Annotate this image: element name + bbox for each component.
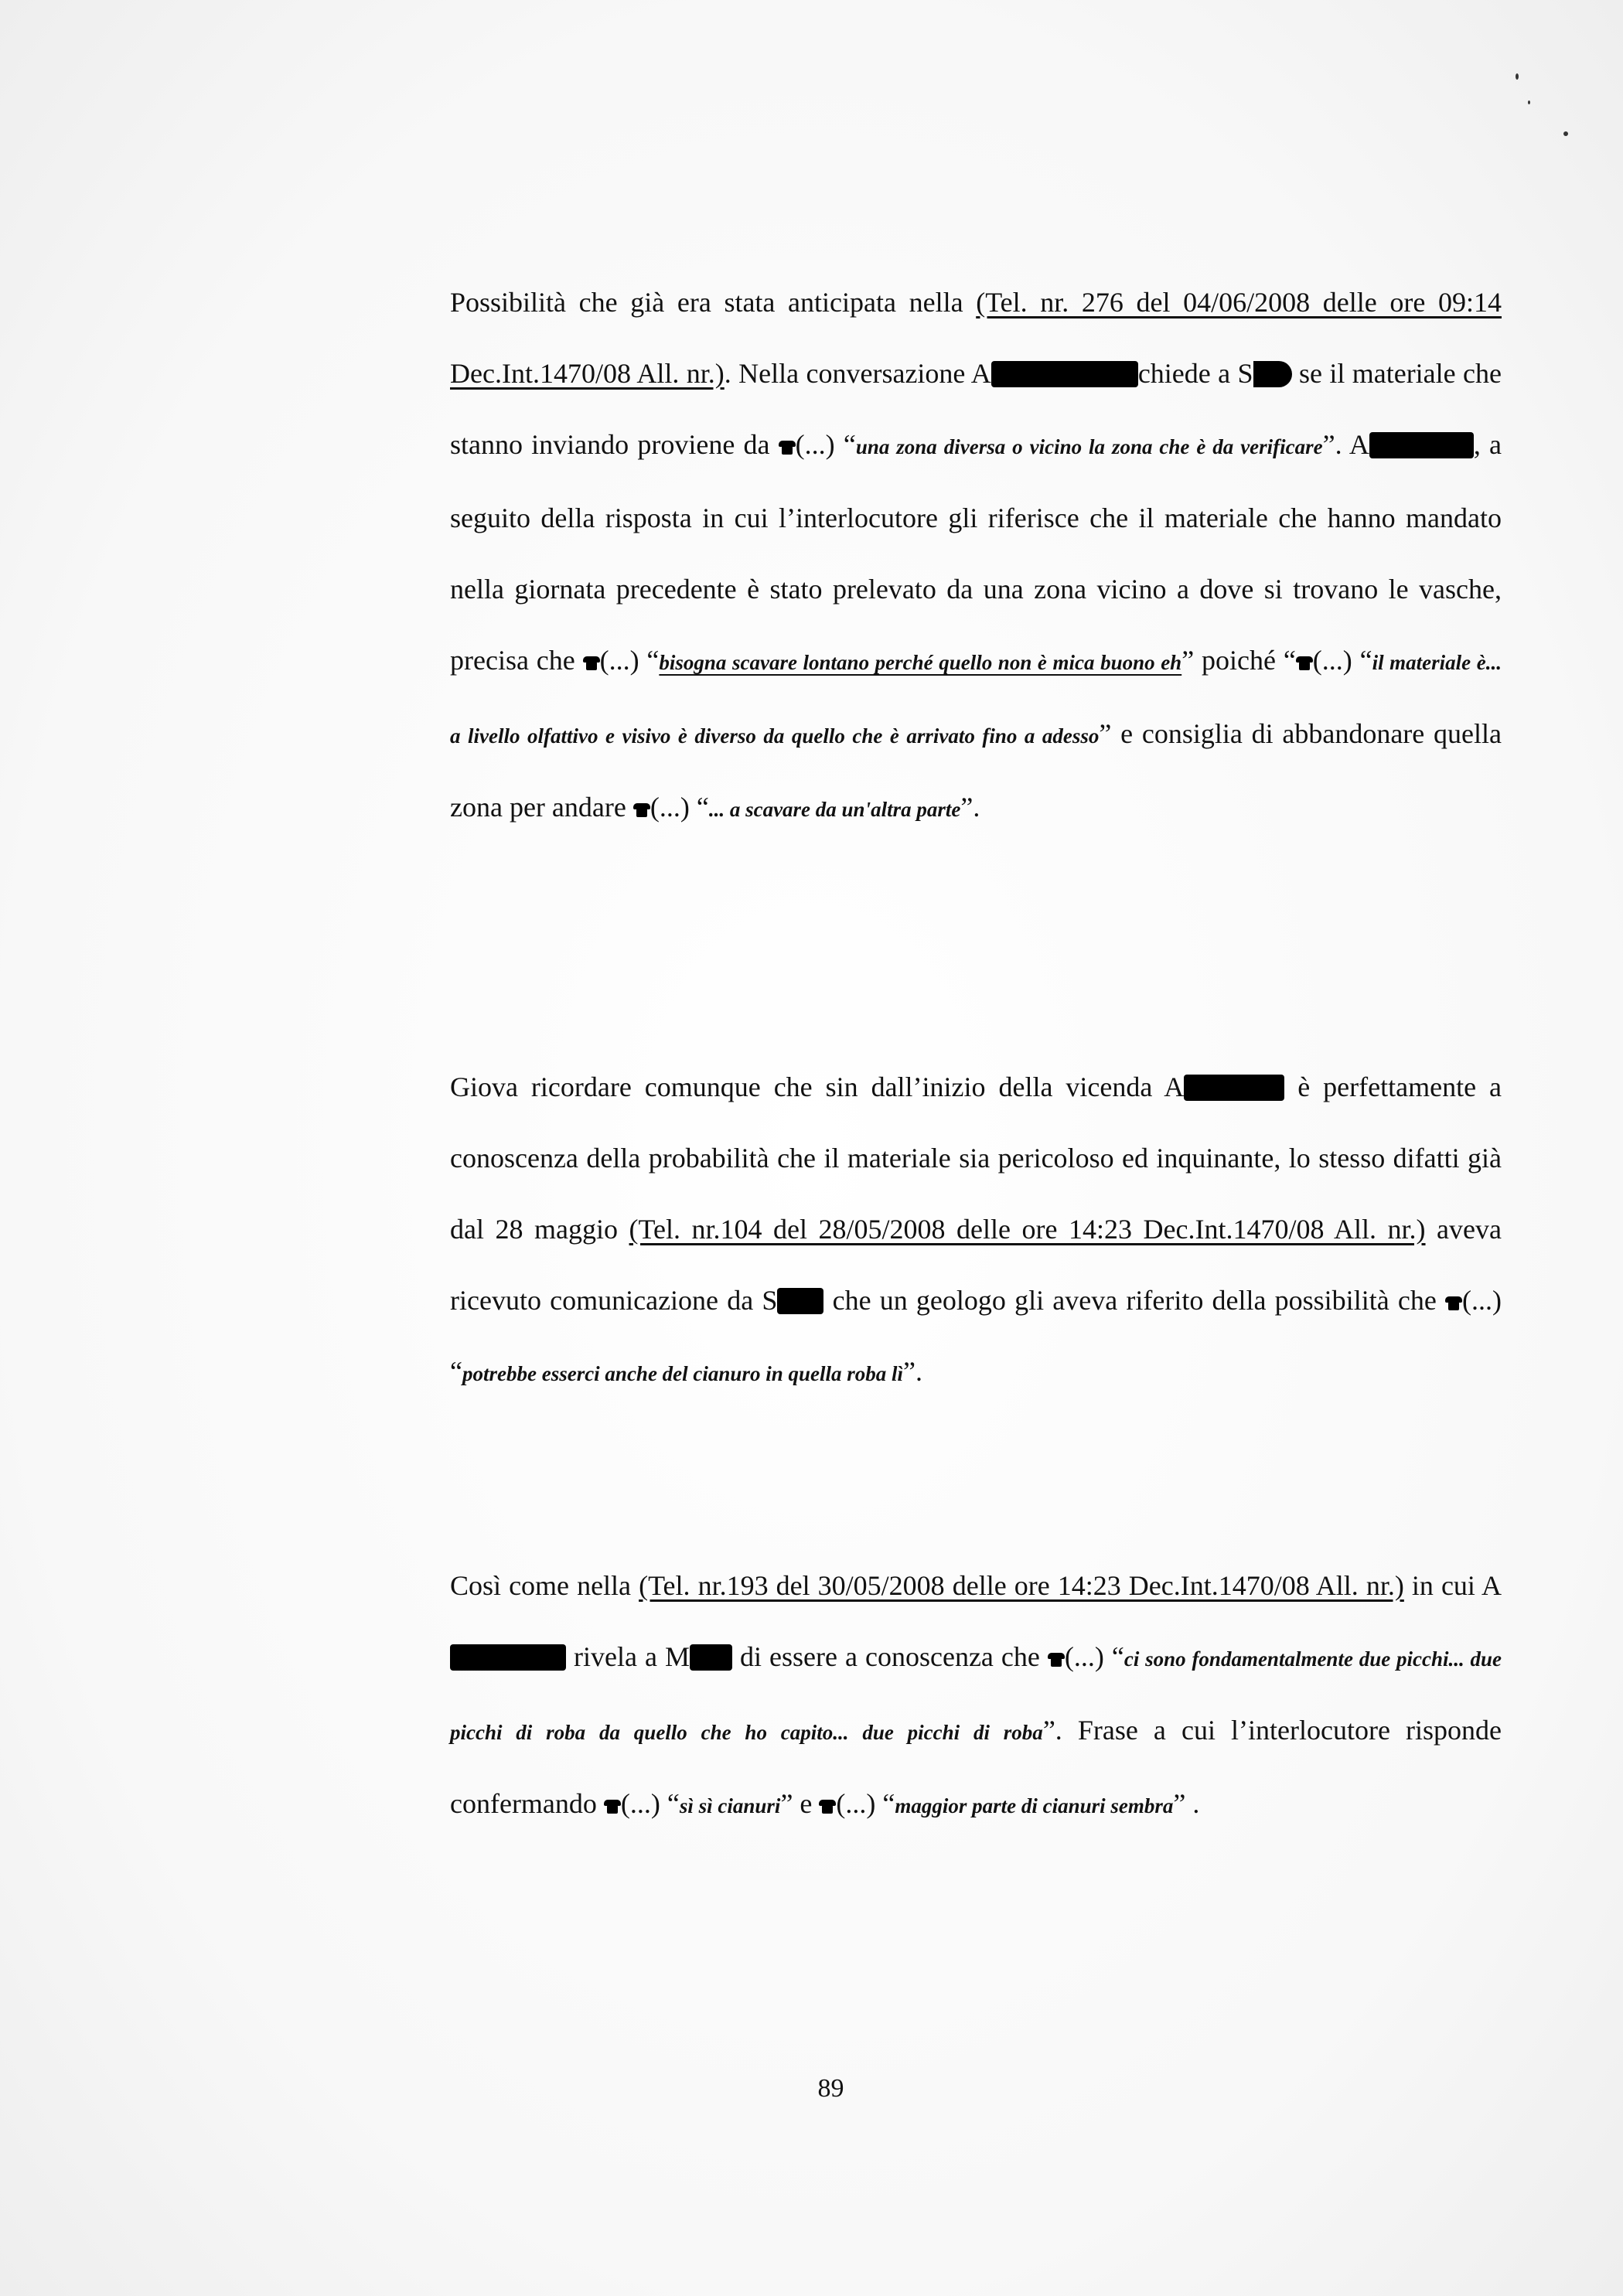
text-run: ”. (960, 792, 980, 823)
text-run: (...) “ (795, 429, 856, 460)
quoted-speech: una zona diversa o vicino la zona che è da verificare (855, 435, 1323, 458)
text-run: (...) “ (650, 792, 709, 823)
text-run: ”. (902, 1356, 922, 1387)
text-run: rivela a M (566, 1641, 690, 1672)
redaction-bar (777, 1288, 823, 1314)
page-number: 89 (817, 2074, 844, 2103)
quoted-speech: maggior parte di cianuri sembra (895, 1794, 1174, 1817)
telephone-icon (604, 1800, 621, 1814)
redaction-bar (1369, 432, 1474, 458)
text-run: di essere a conoscenza che (732, 1641, 1048, 1672)
text-run: ”. A (1322, 429, 1369, 460)
telephone-icon (1048, 1653, 1065, 1667)
quoted-speech: sì sì cianuri (679, 1794, 781, 1817)
redaction-bar (690, 1644, 732, 1671)
scan-speck (1563, 131, 1568, 136)
redaction-bar (1253, 361, 1292, 387)
text-run: . Nella conversazione A (724, 358, 991, 389)
text-run: (...) “ (836, 1788, 895, 1819)
scan-speck (1516, 73, 1519, 80)
text-run: (...) “ (620, 1788, 680, 1819)
paragraph-1 (357, 267, 1502, 845)
quoted-speech: ... a scavare da un'altra parte (708, 798, 961, 821)
text-run: se il materiale che stanno inviando proviene da (450, 358, 1502, 460)
text-run: (...) “ (450, 1285, 1502, 1387)
interception-reference: (Tel. nr.193 del 30/05/2008 delle ore 14:23 Dec.Int.1470/08 All. nr.) (639, 1570, 1404, 1601)
text-run: ” e consiglia di abbandonare quella zona per andare (450, 718, 1502, 823)
text-run: ” . (1173, 1788, 1200, 1819)
telephone-icon (819, 1800, 836, 1814)
text-run: Possibilità che già era stata anticipata nella (450, 287, 977, 318)
text-run: chiede a S (1137, 358, 1253, 389)
redaction-bar (450, 1644, 566, 1671)
text-run: (...) “ (1064, 1641, 1124, 1672)
text-run: è perfettamente a conoscenza della probabilità che il materiale sia pericoloso ed inquinante, lo stesso difatti già dal 28 maggio (450, 1071, 1502, 1245)
text-run: in cui A (1403, 1570, 1502, 1601)
telephone-icon (779, 441, 796, 455)
interception-reference: (Tel. nr. 276 del 04/06/2008 delle ore 09:14 Dec.Int.1470/08 All. nr.) (450, 287, 1502, 389)
redaction-bar (1184, 1075, 1284, 1101)
quoted-speech: potrebbe esserci anche del cianuro in quella roba lì (462, 1362, 903, 1385)
paragraph-2 (357, 1051, 1502, 1409)
redaction-bar (991, 361, 1138, 387)
scan-speck (1528, 100, 1530, 104)
text-run: Giova ricordare comunque che sin dall’inizio della vicenda A (450, 1071, 1185, 1102)
quoted-speech: ci sono fondamentalmente due picchi... due picchi di roba da quello che ho capito... due picchi di roba (450, 1647, 1502, 1744)
interception-reference: (Tel. nr.104 del 28/05/2008 delle ore 14:23 Dec.Int.1470/08 All. nr.) (629, 1214, 1426, 1245)
telephone-icon (633, 803, 650, 817)
quoted-speech: il materiale è... a livello olfattivo e visivo è diverso da quello che è arrivato fino a adesso (450, 651, 1502, 748)
text-run: (...) “ (1312, 645, 1372, 676)
text-run: Così come nella (450, 1570, 639, 1601)
paragraph-3 (357, 1550, 1502, 1841)
telephone-icon (1296, 656, 1313, 670)
text-run: (...) “ (599, 645, 660, 676)
text-run: , a seguito della risposta in cui l’interlocutore gli riferisce che il materiale che hanno mandato nella giornata precedente è stato prelevato da una zona vicino a dove si trovano le vasche, precisa che (450, 429, 1502, 676)
text-run: aveva ricevuto comunicazione da S (450, 1214, 1502, 1316)
telephone-icon (583, 656, 600, 670)
text-run: ” poiché “ (1181, 645, 1296, 676)
quoted-speech: bisogna scavare lontano perché quello non è mica buono eh (659, 651, 1182, 674)
text-run: ”. Frase a cui l’interlocutore risponde confermando (450, 1715, 1502, 1819)
text-run: che un geologo gli aveva riferito della possibilità che (823, 1285, 1445, 1316)
telephone-icon (1445, 1296, 1462, 1310)
text-run: ” e (780, 1788, 820, 1819)
